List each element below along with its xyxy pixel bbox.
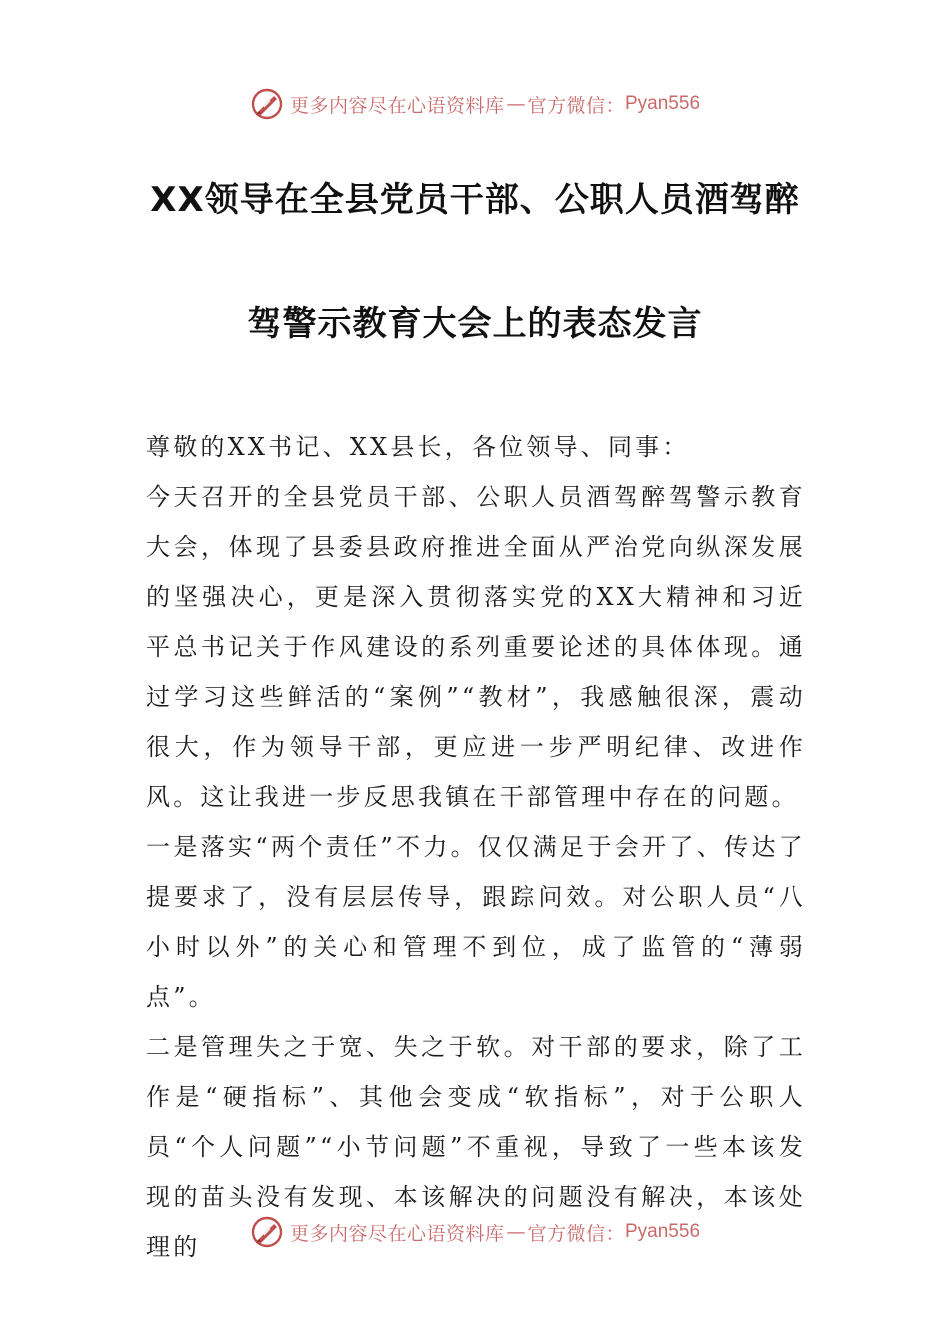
watermark-header — [0, 84, 950, 124]
watermark-brand: Pyan556 — [625, 1221, 701, 1242]
document-title-line-2: 驾警示教育大会上的表态发言 — [247, 304, 703, 344]
pen-circle-logo-icon — [250, 1215, 284, 1249]
watermark-label: 官方微信： — [527, 1222, 625, 1245]
watermark-separator: — — [506, 1221, 526, 1243]
watermark-text: 更多内容尽在心语资料库 — [289, 94, 505, 117]
watermark-footer — [0, 1212, 950, 1252]
watermark-separator: — — [506, 93, 526, 115]
pen-circle-logo-icon — [250, 87, 284, 121]
watermark-text: 更多内容尽在心语资料库 — [289, 1222, 505, 1245]
paragraph-2: 一是落实“两个责任”不力。仅仅满足于会开了、传达了提要求了，没有层层传导，跟踪问效。对公职人员“八小时以外”的关心和管理不到位，成了监管的“薄弱点”。 — [146, 833, 806, 1011]
document-body — [146, 422, 806, 1272]
salutation: 尊敬的XX书记、XX县长，各位领导、同事： — [146, 433, 690, 461]
paragraph-3: 二是管理失之于宽、失之于软。对干部的要求，除了工作是“硬指标”、其他会变成“软指标”，对于公职人员“个人问题”“小节问题”不重视，导致了一些本该发现的苗头没有发现、本该解决的问题没有解决，本该处理的 — [146, 1033, 806, 1261]
watermark-label: 官方微信： — [527, 94, 625, 117]
watermark-brand: Pyan556 — [625, 93, 701, 114]
paragraph-1: 今天召开的全县党员干部、公职人员酒驾醉驾警示教育大会，体现了县委县政府推进全面从严治党向纵深发展的坚强决心，更是深入贯彻落实党的XX大精神和习近平总书记关于作风建设的系列重要论述的具体体现。通过学习这些鲜活的“案例”“教材”，我感触很深，震动很大，作为领导干部，更应进一步严明纪律、改进作风。这让我进一步反思我镇在干部管理中存在的问题。 — [146, 483, 806, 811]
document-title-line-1: XX领导在全县党员干部、公职人员酒驾醉 — [150, 180, 800, 220]
